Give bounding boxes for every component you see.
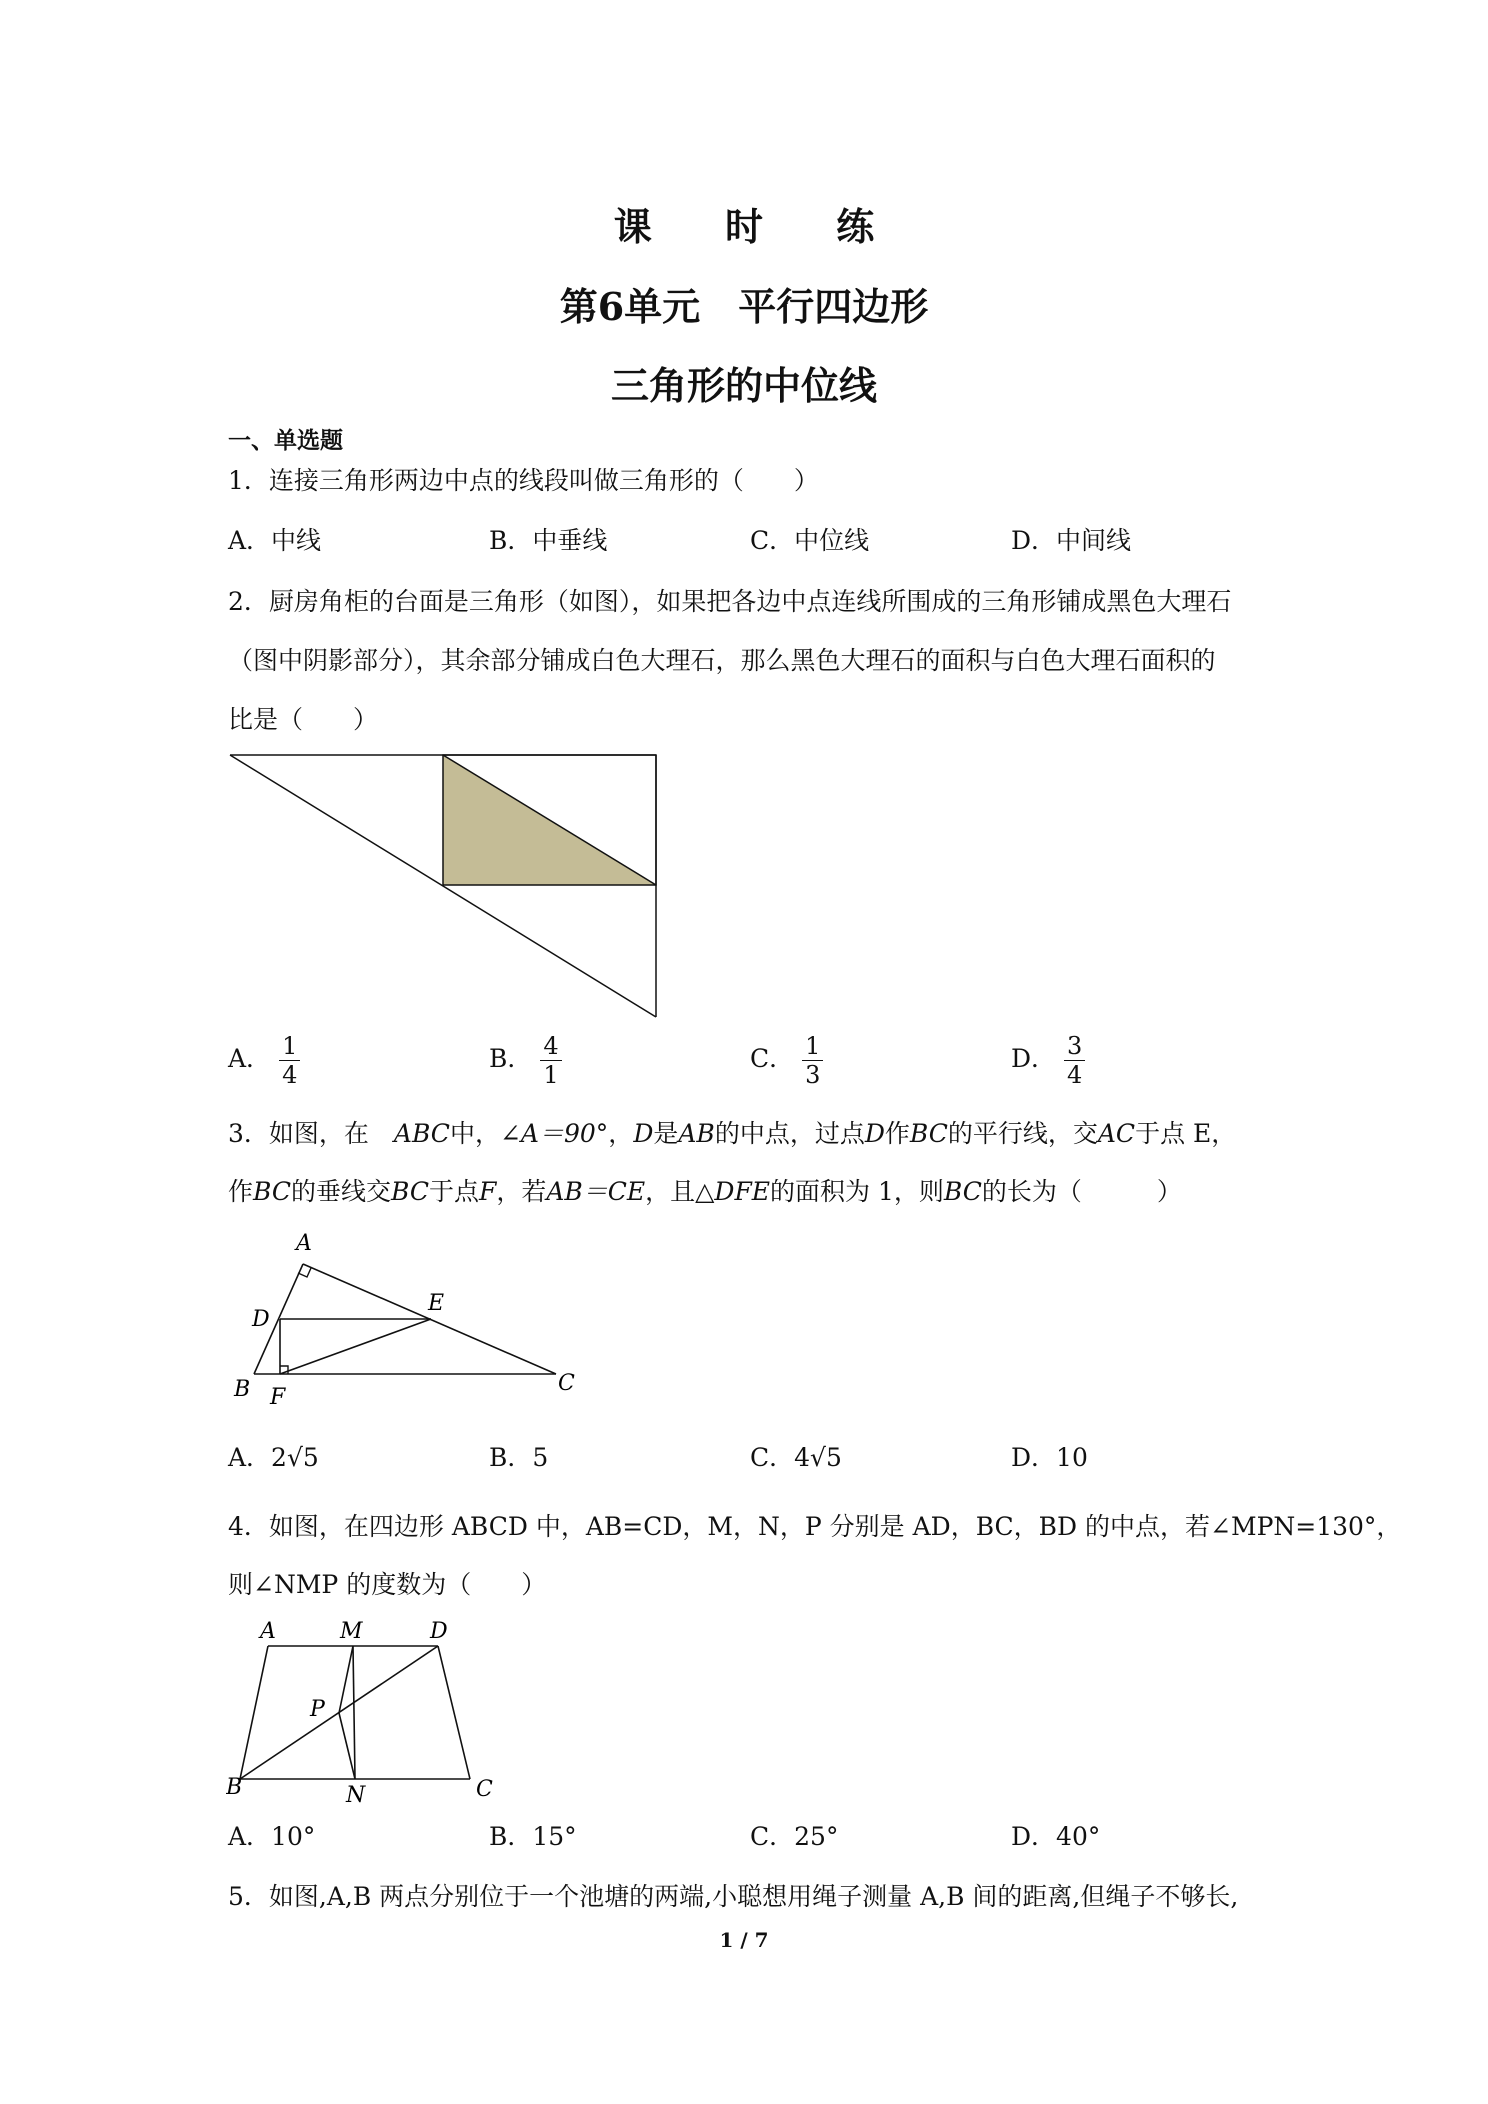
q4-option-b: B．15° [489, 1822, 577, 1851]
q4-segment-mp [339, 1646, 353, 1713]
q3-l1-part: 3．如图，在 [228, 1119, 394, 1148]
q2-option-d-denominator: 4 [1067, 1061, 1083, 1089]
q3-option-a: A．2√5 [228, 1443, 319, 1472]
q2-text-line-2: （图中阴影部分），其余部分铺成白色大理石，那么黑色大理石的面积与白色大理石面积的 [228, 646, 1216, 675]
q2-option-a-denominator: 4 [282, 1061, 298, 1089]
q3-label-a: A [296, 1231, 312, 1256]
q3-l1-part: 的中点，过点 [714, 1119, 865, 1148]
q5-text: 5．如图,A,B 两点分别位于一个池塘的两端,小聪想用绳子测量 A,B 间的距离,但绳子不够长, [228, 1882, 1239, 1911]
q4-label-m: M [340, 1619, 363, 1644]
q4-label-c: C [476, 1777, 493, 1802]
q2-option-c-denominator: 3 [805, 1061, 821, 1089]
q2-figure [228, 753, 660, 1025]
q2-option-a-numerator: 1 [279, 1032, 300, 1061]
q4-option-a: A．10° [228, 1822, 316, 1851]
q2-option-d-fraction [1064, 1032, 1085, 1089]
worksheet-title: 课 时 练 [613, 204, 905, 249]
q1-option-d: D．中间线 [1011, 526, 1132, 555]
q3-l1-math: ABC [393, 1119, 450, 1148]
q3-l2-part: ，且△ [645, 1177, 715, 1206]
q3-l2-part: 于点 [428, 1177, 479, 1206]
q4-label-b: B [226, 1775, 243, 1800]
q1-option-c: C．中位线 [750, 526, 870, 555]
q4-side-cd [438, 1646, 470, 1779]
q3-l1-part: 作 [884, 1119, 910, 1148]
q3-l2-math: AB＝CE [546, 1177, 646, 1206]
q3-l1-part: 的平行线，交 [947, 1119, 1098, 1148]
q3-figure [228, 1228, 598, 1412]
q3-l1-part: ， [608, 1119, 634, 1148]
q2-option-d-letter: D． [1011, 1044, 1057, 1073]
q3-l2-part: 的面积为 1，则 [770, 1177, 944, 1206]
q2-option-a [228, 1032, 300, 1089]
q3-l1-math: AB [678, 1119, 715, 1148]
q3-l1-math: BC [909, 1119, 948, 1148]
q2-option-b-numerator: 4 [540, 1032, 561, 1061]
q4-option-c: C．25° [750, 1822, 839, 1851]
q3-l2-math: BC [391, 1177, 429, 1206]
q2-option-c-fraction [802, 1032, 823, 1089]
section-heading: 一、单选题 [228, 427, 343, 454]
unit-title: 第6单元 平行四边形 [559, 284, 929, 329]
q2-text-line-3: 比是（ ） [228, 705, 379, 734]
q4-segment-pn [339, 1713, 355, 1779]
q3-l1-part: 中， [449, 1119, 500, 1148]
q3-l1-part: 于点 E， [1135, 1119, 1237, 1148]
q3-option-d: D．10 [1011, 1443, 1088, 1472]
page-number: 1 / 7 [719, 1928, 769, 1952]
q3-segment-ef [280, 1319, 431, 1374]
q2-option-d [1011, 1032, 1085, 1089]
q3-text-line-1 [228, 1119, 1236, 1149]
q2-option-b-denominator: 1 [543, 1061, 559, 1089]
q4-label-a: A [260, 1619, 276, 1644]
q3-l2-part: 的垂线交 [290, 1177, 391, 1206]
q4-side-ab [240, 1646, 268, 1779]
q4-text-line-1: 4．如图，在四边形 ABCD 中，AB=CD，M，N，P 分别是 AD，BC，BD 的中点，若∠MPN=130°， [228, 1512, 1402, 1541]
q3-label-d: D [252, 1307, 270, 1332]
lesson-title: 三角形的中位线 [610, 363, 877, 408]
q3-l1-math: D [633, 1119, 654, 1148]
q3-option-c: C．4√5 [750, 1443, 842, 1472]
q3-label-e: E [428, 1291, 445, 1316]
q2-option-c-numerator: 1 [802, 1032, 823, 1061]
q3-l1-math: ∠A＝90° [499, 1119, 609, 1148]
q3-l2-math: BC [253, 1177, 291, 1206]
q4-label-d: D [430, 1619, 448, 1644]
q2-text-line-1: 2．厨房角柜的台面是三角形（如图），如果把各边中点连线所围成的三角形铺成黑色大理石 [228, 587, 1232, 616]
q3-l2-math: F [478, 1177, 497, 1206]
q4-label-p: P [310, 1697, 325, 1722]
q3-l1-math: AC [1097, 1119, 1136, 1148]
q4-text-line-2: 则∠NMP 的度数为（ ） [228, 1570, 547, 1599]
q4-option-d: D．40° [1011, 1822, 1101, 1851]
q2-option-d-numerator: 3 [1064, 1032, 1085, 1061]
q3-label-f: F [270, 1385, 286, 1408]
q2-option-c [750, 1032, 823, 1089]
q3-text-line-2 [228, 1177, 1182, 1207]
q2-option-b [489, 1032, 562, 1089]
q2-option-b-letter: B． [489, 1044, 533, 1073]
q3-l2-math: DFE [714, 1177, 771, 1206]
q3-l1-part: 是 [653, 1119, 679, 1148]
q3-l1-math: D [864, 1119, 885, 1148]
q4-segment-mn [353, 1646, 355, 1779]
q1-text: 1．连接三角形两边中点的线段叫做三角形的（ ） [228, 466, 819, 495]
q2-option-a-fraction [279, 1032, 300, 1089]
q1-option-b: B．中垂线 [489, 526, 608, 555]
q3-l2-part: ，若 [496, 1177, 547, 1206]
q3-l2-math: BC [943, 1177, 982, 1206]
q3-label-c: C [558, 1371, 575, 1396]
q1-option-a: A．中线 [228, 526, 322, 555]
q2-option-b-fraction [540, 1032, 561, 1089]
q4-figure [226, 1616, 506, 1810]
q2-option-c-letter: C． [750, 1044, 795, 1073]
q3-label-b: B [234, 1377, 251, 1402]
q3-option-b: B．5 [489, 1443, 549, 1472]
q3-l2-part: 作 [228, 1177, 254, 1206]
q4-label-n: N [346, 1783, 366, 1806]
q3-l2-part: 的长为（ ） [981, 1177, 1182, 1206]
q2-option-a-letter: A． [228, 1044, 272, 1073]
